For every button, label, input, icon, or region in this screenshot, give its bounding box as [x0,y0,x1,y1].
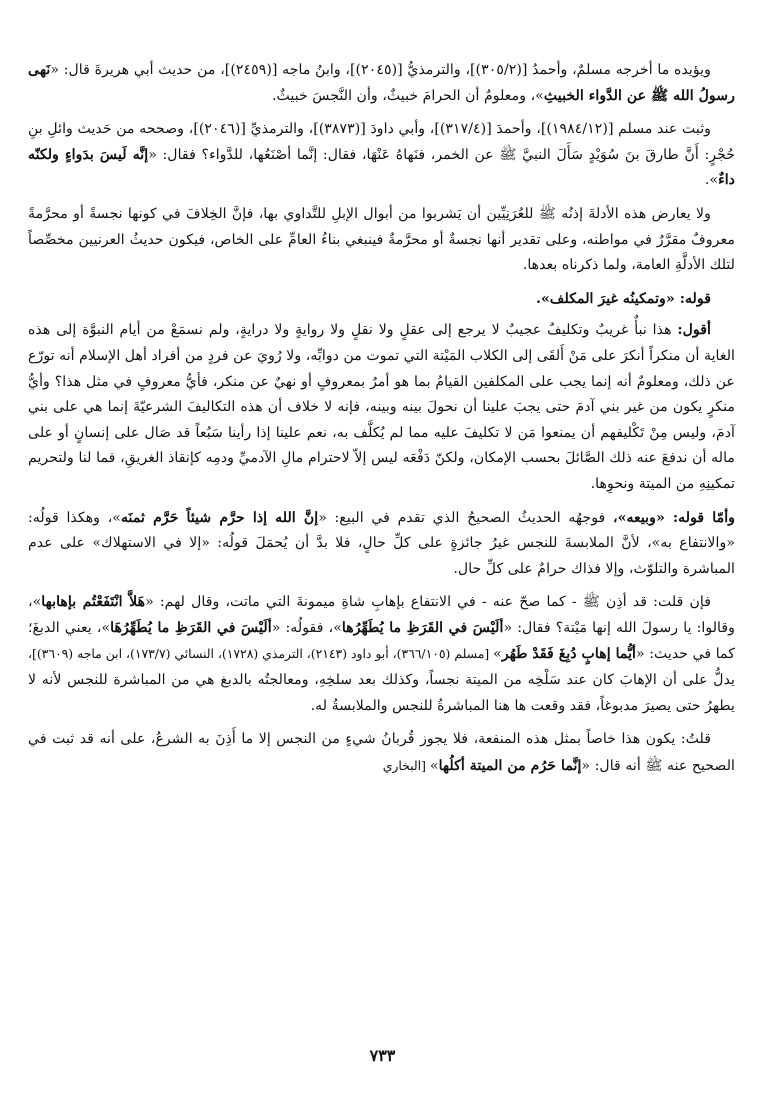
paragraph-6 [28,590,735,719]
page-body [28,58,735,779]
paragraph-2-tail: ». [704,172,719,189]
paragraph-5-text: فوجهُه الحديثُ الصحيحُ الذي تقدم في البيع: « [318,509,613,526]
paragraph-1-text: ويؤيده ما أخرجه مسلمٌ، وأحمدُ [(٣٠٥/٢)]، والترمذيُّ [(٢٠٤٥)]، وابنُ ماجه [(٢٤٥٩)]، من حديث أبي هريرةَ قال: « [50,62,711,78]
paragraph-2-text: وثبت عند مسلم [(١٩٨٤/١٢)]، وأحمدَ [(٣١٧/٤)]، وأبي داودَ [(٣٨٧٣)]، والترمذيِّ [(٢٠٤٦)]، وصححه من حَديث وائلِ بنِ حُجْرٍ: أَنَّ طارقَ بنَ سُوَيْدٍ سَأَلَ النبيَّ ﷺ عن الخمر، فنَهاهُ عَنْهَا، فقال: إنَّما أصْنَعُها، للدَّواء؟ فقال: « [28,121,735,163]
paragraph-4-text: هذا نبأٌ غريبٌ وتكليفٌ عجيبٌ لا يرجع إلى عقلٍ ولا نقلٍ ولا روايةٍ ولا درايةٍ، ولم نسمَعْ من أيام النبوَّة إلى هذه الغاية أن منكراً أنكرَ على مَنْ أَلقَى إلى الكلاب المَيْتة التي تموت من دوابِّه، ولا رُويَ عن فردٍ من أفراد أهل الإسلام أنه تورّع عن ذلك، ومعلومٌ أنه إنما يجب على المكلفين القيامُ بما هو أمرٌ بمعروفٍ أو نهيٌ عن منكر، فأيُّ معروفٍ في مثل هذا؟ وأيُّ منكرٍ يكون من غير بني آدمَ حتى يجبَ علينا أن نحولَ بينه وبينه، فإنه لا خلاف أن هذه التكاليفَ الشرعيّةَ إنما هي على بني آدمَ، وليس مِنْ تَكْليفهم أن يمنعوا مَن لا تكليفَ عليه مما لم يُكلَّف به، نعم علينا إذا رأينا سَبُعاً قد صَال على إنسانٍ أو على ماله أن ندفعَ عنه ذلك الصَّائلَ بحسب الإمكان، ولكنّ دَفْعَه ليس إلاّ لاحترام مالِ الآدميِّ ودمِه كإنقاذ الغريقِ، فما لنا ولتحريم تمكينِهِ من الميتة ونحوِها. [28,322,735,492]
paragraph-5 [28,506,735,583]
paragraph-6-text: »، فقولُه: « [271,619,342,636]
page-number: ٧٣٣ [369,1046,396,1065]
hadith-quote: هَلاَّ انْتَفَعْتُم بإهابها [41,594,146,611]
paragraph-4-lead: أقول: [677,322,711,339]
hadith-quote: ألَيْسَ في القَرَظِ ما يُطَهِّرُها [341,619,504,636]
hadith-quote: إنَّ الله إذا حرَّم شيئاً حَرَّم ثمنَه [120,509,319,526]
paragraph-7 [28,727,735,779]
hadith-quote: نَهى رسولُ الله ﷺ عن الدَّواء الخبيثِ [28,62,735,104]
citation-references: [مسلم (٣٦٦/١٠٥)، أبو داود (٢١٤٣)، الترمذي (١٧٢٨)، النسائي (١٧٣/٧)، ابن ماجه (٣٦٠٩)]، [28,646,494,662]
hadith-quote: إنَّه لَيسَ بدَواءٍ ولكنّه داءٌ [28,146,735,189]
paragraph-7-text: قلتُ: يكون هذا خاصاً بمثل هذه المنفعة، فلا يجوز قُربانُ شيءٍ من النجس إلا ما أَذِنَ به الشرعُ، على أنه قد ثبت في الصحيح عنه ﷺ أنه قال: « [28,731,735,774]
paragraph-4 [28,318,735,497]
section-heading: قوله: «وتمكينُه غيرَ المكلف». [536,290,711,307]
paragraph-1 [28,58,735,109]
citation-reference: [البخاري [382,757,430,773]
paragraph-6-text: فإن قلت: قد أذِن ﷺ - كما صحّ عنه - في الانتفاع بإهابِ شاةِ ميمونةَ التي ماتت، وقال لهم: « [145,594,711,611]
paragraph-5-lead: وأمّا قوله: «وبيعه»، [613,509,736,526]
paragraph-6-text: »، وقالوا: يا رسولَ الله إنها مَيْتة؟ فقال: « [28,594,735,636]
paragraph-1-tail: »، ومعلومٌ أن الحرامَ خبيثٌ، وأن النَّجسَ خبيثٌ. [271,87,544,104]
paragraph-7-text: » [429,757,439,774]
paragraph-6-text: »، يعني الدبغَ؛ كما في حديث: « [28,619,735,663]
paragraph-6-text: » [493,646,502,663]
hadith-quote: أيُّما إهابٍ دُبِغَ فَقَدْ طَهُر [501,646,636,663]
paragraph-2 [28,117,735,194]
hadith-quote: إنَّما حَرُم من الميتة أكلُها [438,757,582,774]
paragraph-6-tail: يدلُّ على أن الإهابَ كان عند سَلْخِه من الميتة نجساً، وكذلك بعد سلخِهِ، ومعالجتُه بالدبغ هي من المباشرة للنجس لأنه لا يطهرُ حتى يصيرَ مدبوغاً، فقد وقعت ها هنا المباشرةُ للنجس والملابسةُ له. [28,672,735,714]
hadith-quote: ألَيْسَ في القَرَظِ ما يُطَهِّرُهَا [110,619,272,636]
paragraph-5-tail: »، وهكذا قولُه: «والانتفاع به»، لأنَّ الملابسةَ للنجس غيرُ جائزةٍ على كلِّ حالٍ، فلا بدَّ أن يُحمَلَ قولُه: «إلا في الاستهلاك» على عدم المباشرة والتلوّث، وإلا فذاك حرامٌ على كلِّ حال. [28,509,735,577]
paragraph-3: ولا يعارض هذه الأدلةَ إذنُه ﷺ للعُرَنِيِّين أن يَشربوا من أبوال الإبلِ للتَّداوي بها، فإنَّ الخِلافَ في كونها نجسةً أو محرَّمةً معروفٌ مقرَّرٌ في مواطنه، وعلى تقدير أنها نجسةٌ أو محرَّمةٌ فينبغي بناءُ العامِّ على الخاص، فيكون حديثُ العرنيين مخصِّصاً لتلك الأدلَّةِ العامة، ولما ذكرناه بعدها. [28,205,735,274]
